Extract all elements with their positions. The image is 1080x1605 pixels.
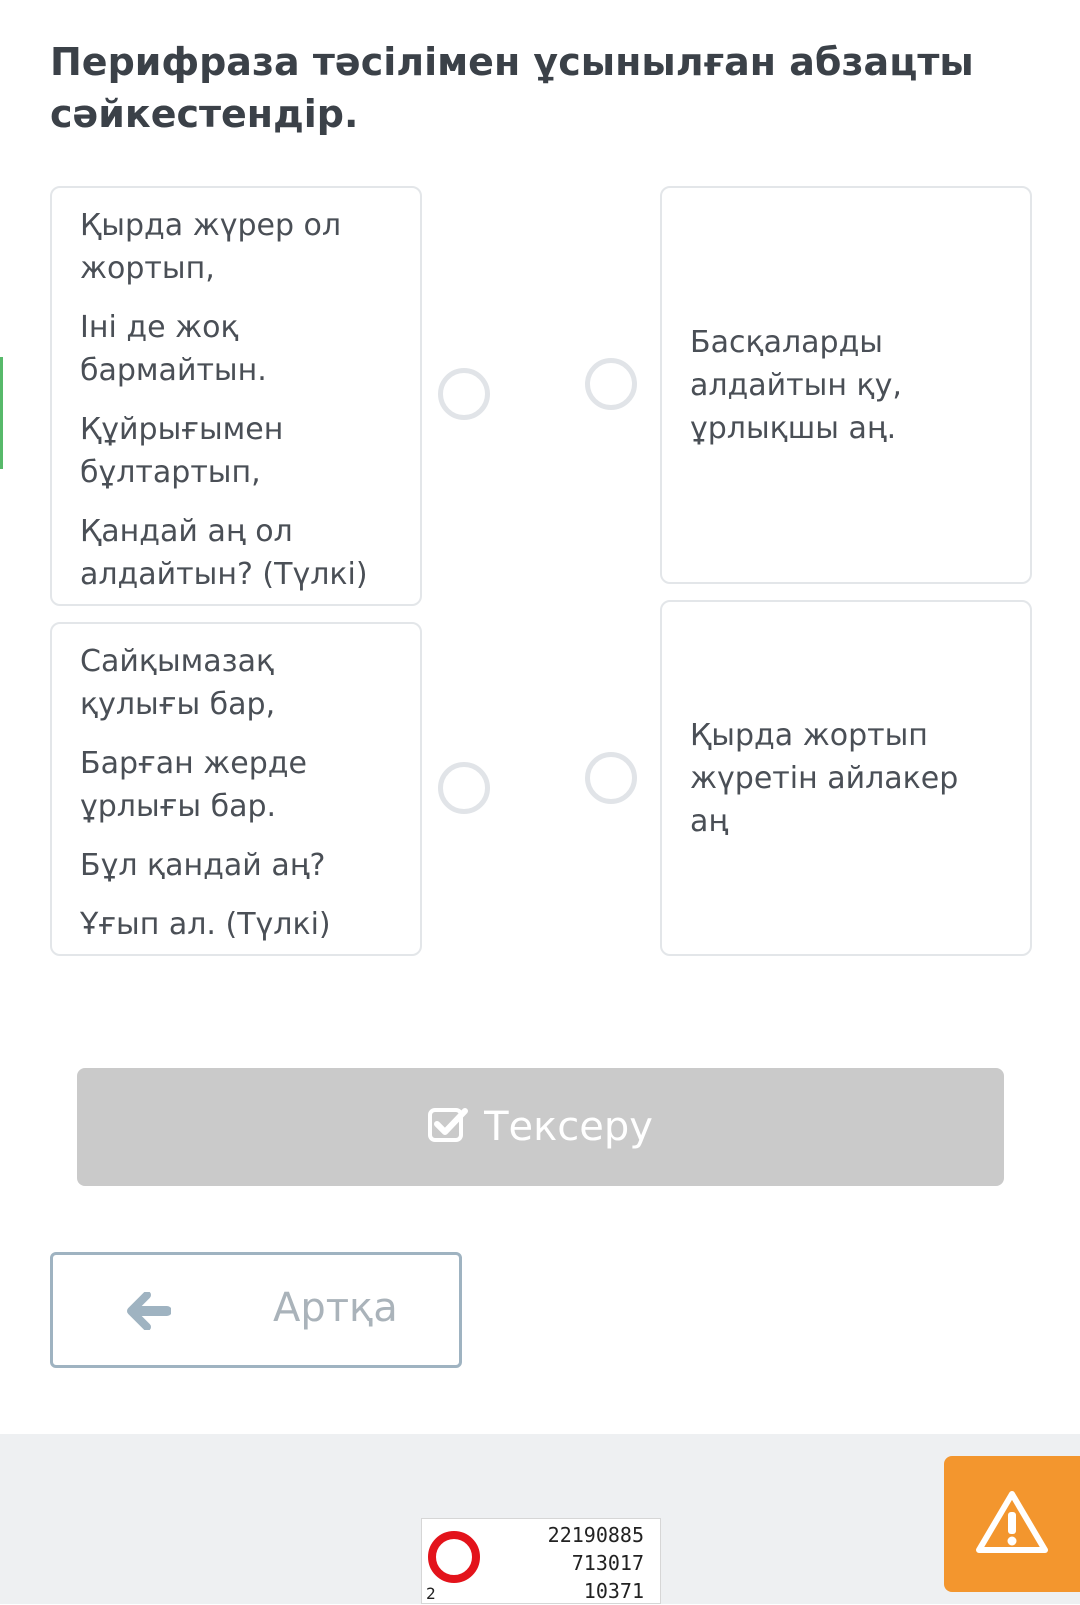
text-line: Бұл қандай аң? bbox=[80, 848, 326, 883]
stamp-number: 22190885 bbox=[547, 1523, 644, 1547]
scan-stamp bbox=[421, 1518, 661, 1604]
text-line: бұлтартып, bbox=[80, 455, 261, 490]
left-match-handle[interactable] bbox=[438, 762, 490, 814]
text-line: Қырда жортып bbox=[690, 717, 928, 753]
text-line: ұрлығы бар. bbox=[80, 789, 277, 824]
left-match-handle[interactable] bbox=[438, 368, 490, 420]
right-item-card[interactable] bbox=[660, 186, 1032, 584]
text-line: ұрлықшы аң. bbox=[690, 410, 897, 446]
text-line: Сайқымазақ bbox=[80, 644, 275, 679]
text-line: жүретін айлакер аң bbox=[690, 760, 959, 839]
stanza bbox=[80, 204, 392, 290]
stamp-numbers bbox=[548, 1521, 644, 1605]
text-line: бармайтын. bbox=[80, 353, 267, 388]
stanza bbox=[80, 742, 392, 828]
text-line: Барған жерде bbox=[80, 746, 307, 781]
text-line: Құйрығымен bbox=[80, 412, 284, 447]
stamp-number: 10371 bbox=[583, 1579, 644, 1603]
task-title: Перифраза тәсілімен ұсынылған абзацты сәйкестендір. bbox=[50, 40, 974, 136]
stanza bbox=[80, 903, 392, 946]
right-item-text bbox=[690, 321, 902, 450]
back-button-label: Артқа bbox=[273, 1285, 398, 1331]
arrow-left-icon bbox=[127, 1292, 171, 1334]
back-button[interactable] bbox=[50, 1252, 462, 1368]
stanza bbox=[80, 844, 392, 887]
stanza bbox=[80, 306, 392, 392]
right-match-handle[interactable] bbox=[585, 358, 637, 410]
text-line: Қырда жүрер ол bbox=[80, 208, 342, 243]
left-item-card[interactable] bbox=[50, 186, 422, 606]
check-button[interactable] bbox=[77, 1068, 1004, 1186]
text-line: Қандай аң ол bbox=[80, 514, 293, 549]
warning-triangle-icon bbox=[975, 1489, 1049, 1559]
text-line: жортып, bbox=[80, 251, 215, 286]
stanza bbox=[80, 510, 392, 596]
right-item-text bbox=[690, 714, 1002, 843]
text-line: алдайтын қу, bbox=[690, 367, 902, 403]
text-line: Басқаларды bbox=[690, 324, 883, 360]
text-line: Ұғып ал. (Түлкі) bbox=[80, 907, 331, 942]
text-line: Іні де жоқ bbox=[80, 310, 239, 345]
stanza bbox=[80, 640, 392, 726]
text-line: қулығы бар, bbox=[80, 687, 276, 722]
left-item-card[interactable] bbox=[50, 622, 422, 956]
right-item-card[interactable] bbox=[660, 600, 1032, 956]
square-check-icon bbox=[428, 1107, 468, 1147]
progress-indicator bbox=[0, 357, 3, 469]
report-issue-button[interactable] bbox=[944, 1456, 1080, 1592]
stamp-number: 713017 bbox=[571, 1551, 644, 1575]
text-line: алдайтын? (Түлкі) bbox=[80, 557, 368, 592]
stamp-corner-number: 2 bbox=[426, 1584, 436, 1603]
check-button-label: Тексеру bbox=[484, 1104, 653, 1150]
red-circle-icon bbox=[426, 1529, 482, 1589]
right-match-handle[interactable] bbox=[585, 752, 637, 804]
stanza bbox=[80, 408, 392, 494]
